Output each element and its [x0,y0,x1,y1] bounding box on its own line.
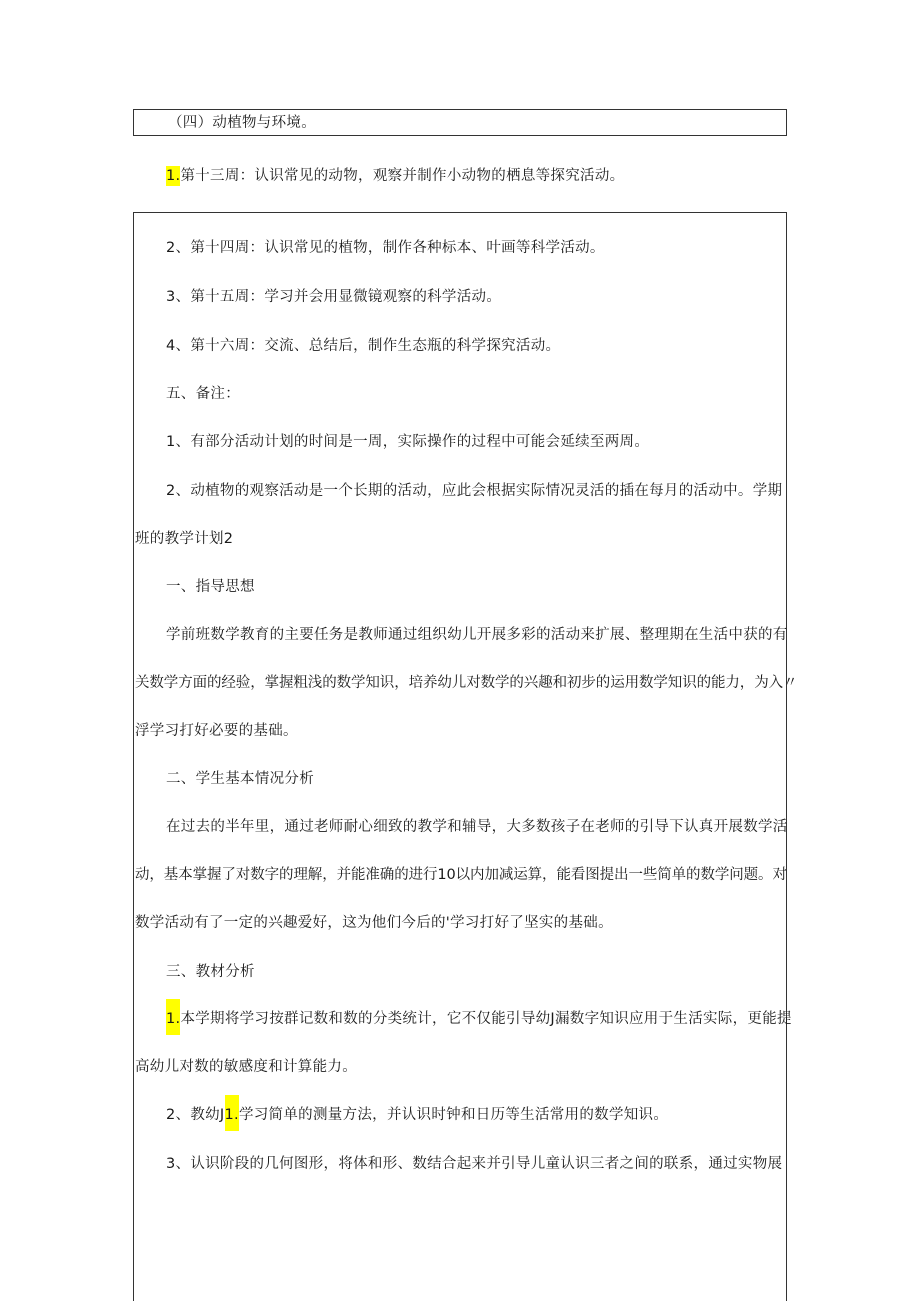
highlight-number: 1. [166,999,180,1035]
week16-line: 4、第十六周：交流、总结后，制作生态瓶的科学探究活动。 [166,338,561,354]
notes-heading: 五、备注： [166,386,240,402]
section3-heading: 三、教材分析 [166,964,255,980]
note1-line: 1、有部分活动计划的时间是一周，实际操作的过程中可能会延续至两周。 [166,434,650,450]
section3-item2-post: 学习简单的测量方法，并认识时钟和日历等生活常用的数学知识。 [238,1107,669,1123]
section1-line2: 关数学方面的经验，掌握粗浅的数学知识，培养幼儿对数学的兴趣和初步的运用数学知识的能力，为入〃 [135,675,798,691]
section1-line1: 学前班数学教育的主要任务是教师通过组织幼儿开展多彩的活动来扩展、整理期在生活中获的有 [166,627,788,643]
section3-item3-line: 3、认识阶段的几何图形，将体和形、数结合起来并引导儿童认识三者之间的联系，通过实物展 [166,1156,783,1172]
section2-heading: 二、学生基本情况分析 [166,771,314,787]
section3-item1-line1 [166,1009,792,1035]
note2-line1: 2、动植物的观察活动是一个长期的活动，应此会根据实际情况灵活的插在每月的活动中。学期 [166,483,783,499]
section3-item2-pre: 2、教幼J [166,1107,225,1123]
header-box-text: （四）动植物与环境。 [168,115,316,131]
week13-text: 第十三周：认识常见的动物，观察并制作小动物的栖息等探究活动。 [180,168,625,184]
section3-item1-line2: 高幼儿对数的敏感度和计算能力。 [135,1059,357,1075]
section2-line2: 动，基本掌握了对数字的理解，并能准确的进行10以内加减运算，能看图提出一些简单的数学问题。对 [135,867,787,883]
highlight-number: 1. [225,1095,239,1131]
section2-line1: 在过去的半年里，通过老师耐心细致的教学和辅导，大多数孩子在老师的引导下认真开展数学活 [166,819,788,835]
week15-line: 3、第十五周：学习并会用显微镜观察的科学活动。 [166,289,502,305]
content-box [133,212,787,1301]
section1-heading: 一、指导思想 [166,579,255,595]
section3-item1-text: 本学期将学习按群记数和数的分类统计，它不仅能引导幼J漏数字知识应用于生活实际，更能提 [180,1011,792,1027]
section1-line3: 浮学习打好必要的基础。 [135,723,298,739]
section3-item2-line [166,1105,668,1131]
note2-line2: 班的教学计划2 [135,531,234,547]
highlight-number: 1. [166,168,181,184]
week13-line [166,166,624,186]
section2-line3: 数学活动有了一定的兴趣爱好，这为他们今后的'学习打好了坚实的基础。 [135,915,613,931]
week14-line: 2、第十四周：认识常见的植物，制作各种标本、叶画等科学活动。 [166,240,605,256]
